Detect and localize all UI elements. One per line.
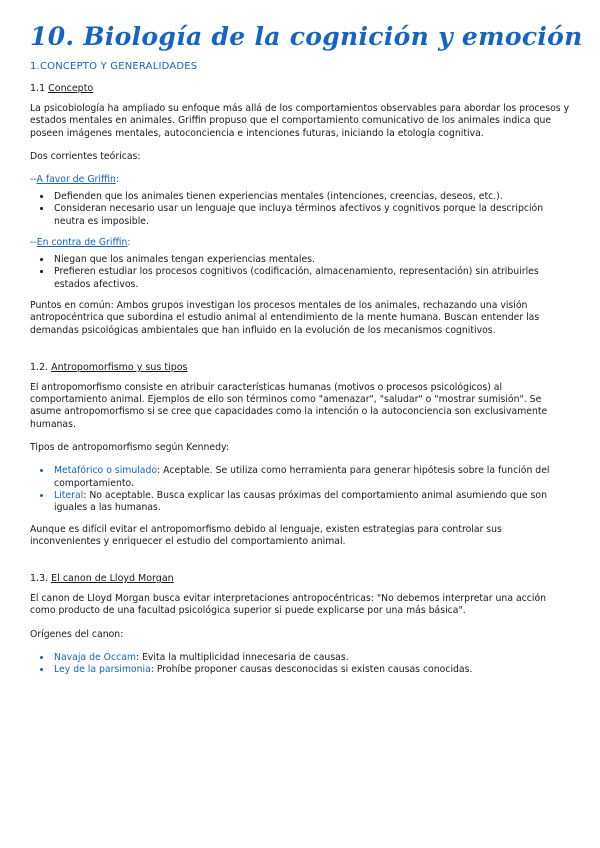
list-canon-origins: [30, 652, 570, 677]
paragraph-two-currents: Dos corrientes teóricas:: [30, 150, 141, 162]
term-text: : Aceptable. Se utiliza como herramienta para generar hipótesis sobre la función del comportamiento.: [54, 465, 550, 489]
term-text: : Prohíbe proponer causas desconocidas si existen causas conocidas.: [150, 664, 473, 676]
subsection-heading-canon-morgan: [30, 573, 570, 584]
list-favor-griffin: [30, 191, 570, 228]
label-prefix: --: [30, 237, 37, 249]
paragraph-kennedy-types: Tipos de antropomorfismo según Kennedy:: [30, 442, 229, 454]
subsection-heading-concepto: [30, 83, 570, 94]
list-item: • Consideran necesario usar un lenguaje que incluya términos afectivos y cognitivos porque la descripción neutra es imposible.: [52, 203, 570, 228]
paragraph-canon-origins: Orígenes del canon:: [30, 628, 124, 640]
label-suffix: :: [127, 237, 131, 249]
section-heading-concepto-generalidades: 1.CONCEPTO Y GENERALIDADES: [30, 61, 198, 72]
paragraph-common-points: Puntos en común: Ambos grupos investigan los procesos mentales de los animales, rechazando una visión antropocéntrica que subordina el estudio animal al entendimiento de la mente humana. Buscan entender las demandas psicológicas ambientales que han influido en la evolución de los mecanismos cognitivos.: [30, 299, 540, 336]
term-name: Metafórico o simulado: [54, 465, 158, 477]
term-text: : Evita la multiplicidad innecesaria de causas.: [135, 652, 349, 664]
list-item: [52, 490, 570, 515]
subsection-number: 1.2.: [30, 361, 52, 373]
list-antropomorfismo-types: [30, 465, 570, 514]
label-suffix: :: [115, 174, 119, 186]
page-title: 10. Biología de la cognición y emoción: [30, 22, 583, 51]
label-text: A favor de Griffin: [36, 174, 116, 186]
term-text: : No aceptable. Busca explicar las causas próximas del comportamiento animal asumiendo que son iguales a las humanas.: [54, 489, 547, 514]
label-text: En contra de Griffin: [36, 237, 128, 249]
subsection-number: 1.3.: [30, 573, 52, 585]
term-name: Navaja de Occam: [54, 652, 136, 664]
paragraph-antropomorfismo-def: El antropomorfismo consiste en atribuir características humanas (motivos o procesos psicológicos) al comportamiento animal. Ejemplos de ello son términos como "amenazar", "saludar" o "mostrar sumisión". Se asume antropomorfismo si se cree que capacidades como la intención o la autoconciencia son exclusivamente humanas.: [30, 381, 548, 430]
subsection-number: 1.1: [30, 83, 49, 94]
subsection-title: Antropomorfismo y sus tipos: [51, 361, 188, 373]
list-item: • Prefieren estudiar los procesos cognitivos (codificación, almacenamiento, representación) sin atribuirles estados afectivos.: [52, 266, 570, 291]
subsection-title: Concepto: [48, 83, 94, 94]
subsection-heading-antropomorfismo: [30, 362, 570, 373]
subsection-title: El canon de Lloyd Morgan: [51, 573, 174, 585]
list-item: [52, 652, 570, 664]
paragraph-canon-def: El canon de Lloyd Morgan busca evitar interpretaciones antropocéntricas: "No debemos interpretar una acción como producto de una facultad psicológica superior si puede explicarse por una más básica".: [30, 593, 547, 617]
list-item: • Defienden que los animales tienen experiencias mentales (intenciones, creencias, deseos, etc.).: [52, 191, 570, 203]
term-name: Literal: [54, 489, 84, 501]
label-favor-griffin: [30, 174, 570, 185]
list-contra-griffin: [30, 254, 570, 291]
paragraph-antropomorfismo-strategies: Aunque es difícil evitar el antropomorfismo debido al lenguaje, existen estrategias para controlar sus inconvenientes y enriquecer el estudio del comportamiento animal.: [30, 523, 502, 547]
list-item: [52, 664, 570, 676]
list-item: • Niegan que los animales tengan experiencias mentales.: [52, 254, 570, 266]
paragraph-intro: La psicobiología ha ampliado su enfoque más allá de los comportamientos observables para abordar los procesos y estados mentales en animales. Griffin propuso que el comportamiento comunicativo de los animales indica que poseen imágenes mentales, autoconciencia e intenciones futuras, iniciando la etología cognitiva.: [30, 103, 570, 139]
label-contra-griffin: [30, 237, 570, 248]
list-item: [52, 465, 570, 490]
label-prefix: --: [30, 174, 37, 186]
term-name: Ley de la parsimonia: [54, 664, 151, 676]
